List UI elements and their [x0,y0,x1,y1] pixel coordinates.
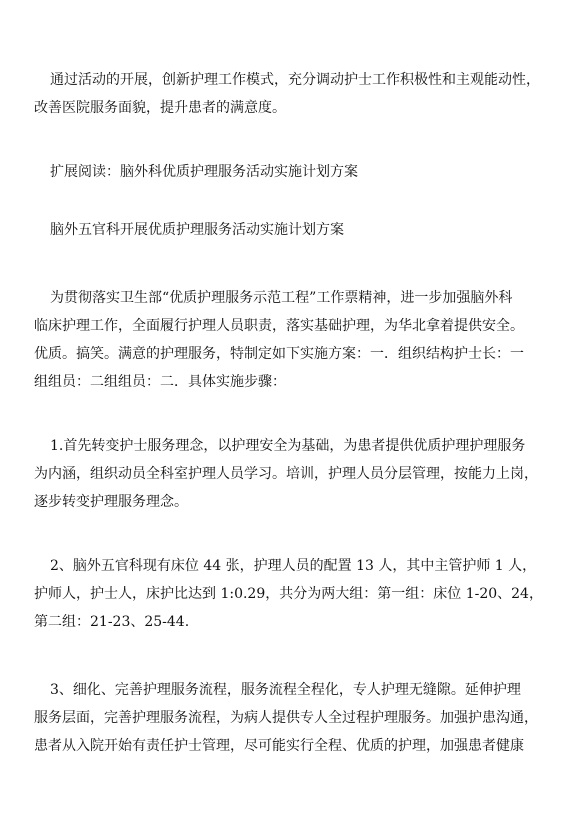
text-line: 通过活动的开展，创新护理工作模式，充分调动护士工作积极性和主观能动性， [50,72,540,88]
text-line: 逐步转变护理服务理念。 [34,494,188,510]
text-line: 为内涵，组织动员全科室护理人员学习。培训，护理人员分层管理，按能力上岗， [34,466,538,482]
text-line: 3、细化、完善护理服务流程，服务流程全程化，专人护理无缝隙。延伸护理 [50,682,521,698]
text-line: 临床护理工作，全面履行护理人员职责，落实基础护理，为华北拿着提供安全。 [34,318,524,334]
extended-reading-heading: 扩展阅读：脑外科优质护理服务活动实施计划方案 [50,164,358,180]
text-line: 2、脑外五官科现有床位 44 张，护理人员的配置 13 人，其中主管护师 1 人， [50,558,537,574]
text-line: 第二组：21-23、25-44. [34,614,190,630]
text-line: 改善医院服务面貌，提升患者的满意度。 [34,100,286,116]
text-line: 护师人，护士人，床护比达到 1:0.29，共分为两大组：第一组：床位 1-20、24， [34,586,543,602]
text-line: 服务层面，完善护理服务流程，为病人提供专人全过程护理服务。加强护患沟通， [34,710,538,726]
text-line: 1.首先转变护士服务理念，以护理安全为基础，为患者提供优质护理护理服务 [50,438,526,454]
step-3-paragraph [34,676,546,760]
text-line: 优质。搞笑。满意的护理服务，特制定如下实施方案：一．组织结构护士长：一 [34,346,524,362]
plan-title: 脑外五官科开展优质护理服务活动实施计划方案 [50,222,344,238]
step-1-paragraph [34,432,546,516]
step-2-paragraph [34,552,546,636]
paragraph-intro [34,284,546,396]
text-line: 组组员：二组组员：二．具体实施步骤： [34,374,286,390]
text-line: 患者从入院开始有责任护士管理，尽可能实行全程、优质的护理，加强患者健康 [34,738,524,754]
paragraph-closing [34,66,546,122]
text-line: 为贯彻落实卫生部“优质护理服务示范工程”工作票精神，进一步加强脑外科 [50,290,513,306]
